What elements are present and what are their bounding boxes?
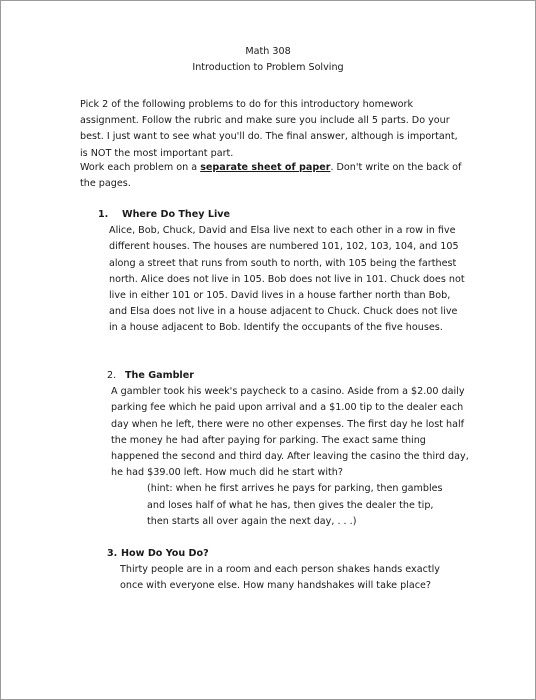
problem-3-title: How Do You Do? — [121, 548, 209, 559]
problem-3-heading — [107, 546, 457, 562]
problem-2-title: The Gambler — [125, 370, 194, 381]
problem-2-heading — [107, 368, 472, 384]
problem-2 — [107, 368, 472, 530]
problem-1-text: Alice, Bob, Chuck, David and Elsa live next to each other in a row in five different houses. The houses are numbered 101, 102, 103, 104, and 105 along a street that runs from south to north, with 105 being the farthest north. Alice does not live in 105. Bob does not live in 101. Chuck does not live in either 101 or 105. David lives in a house farther north than Bob, and Elsa does not live in a house adjacent to Chuck. Chuck does not live in a house adjacent to Bob. Identify the occupants of the five houses. — [109, 225, 465, 334]
problem-2-hint: (hint: when he first arrives he pays for parking, then gambles and loses half of what he has, then gives the dealer the tip, then starts all over again the next day, . . .) — [147, 483, 443, 527]
problem-2-number: 2. — [107, 370, 117, 381]
document-header — [1, 44, 535, 76]
problem-3-number: 3. — [107, 548, 118, 559]
work-instructions-start: Work each problem on a — [80, 162, 201, 173]
problem-3-text: Thirty people are in a room and each person shakes hands exactly once with everyone else. How many handshakes will take place? — [120, 564, 440, 592]
problem-1 — [98, 207, 468, 337]
problem-1-number: 1. — [98, 209, 109, 220]
course-title: Math 308 — [245, 46, 291, 57]
document-title: Introduction to Problem Solving — [192, 62, 344, 73]
intro-paragraph: Pick 2 of the following problems to do for this introductory homework assignment. Follow the rubric and make sure you include all 5 parts. Do your best. I just want to see what you'll do. The final answer, although is important, is NOT the most important part. — [80, 99, 458, 159]
problem-1-title: Where Do They Live — [122, 209, 231, 220]
work-instructions-emphasis: separate sheet of paper — [200, 162, 331, 173]
problem-1-heading — [98, 207, 468, 223]
work-instructions-end: . Don't write on the back of the pages. — [80, 162, 462, 190]
problem-2-text: A gambler took his week's paycheck to a casino. Aside from a $2.00 daily parking fee which he paid upon arrival and a $1.00 tip to the dealer each day when he left, there were no other expenses. The first day he lost half the money he had after paying for parking. The exact same thing happened the second and third day. After leaving the casino the third day, he had $39.00 left. How much did he start with? — [111, 386, 469, 479]
problem-3 — [107, 546, 457, 595]
work-instructions — [80, 160, 468, 192]
